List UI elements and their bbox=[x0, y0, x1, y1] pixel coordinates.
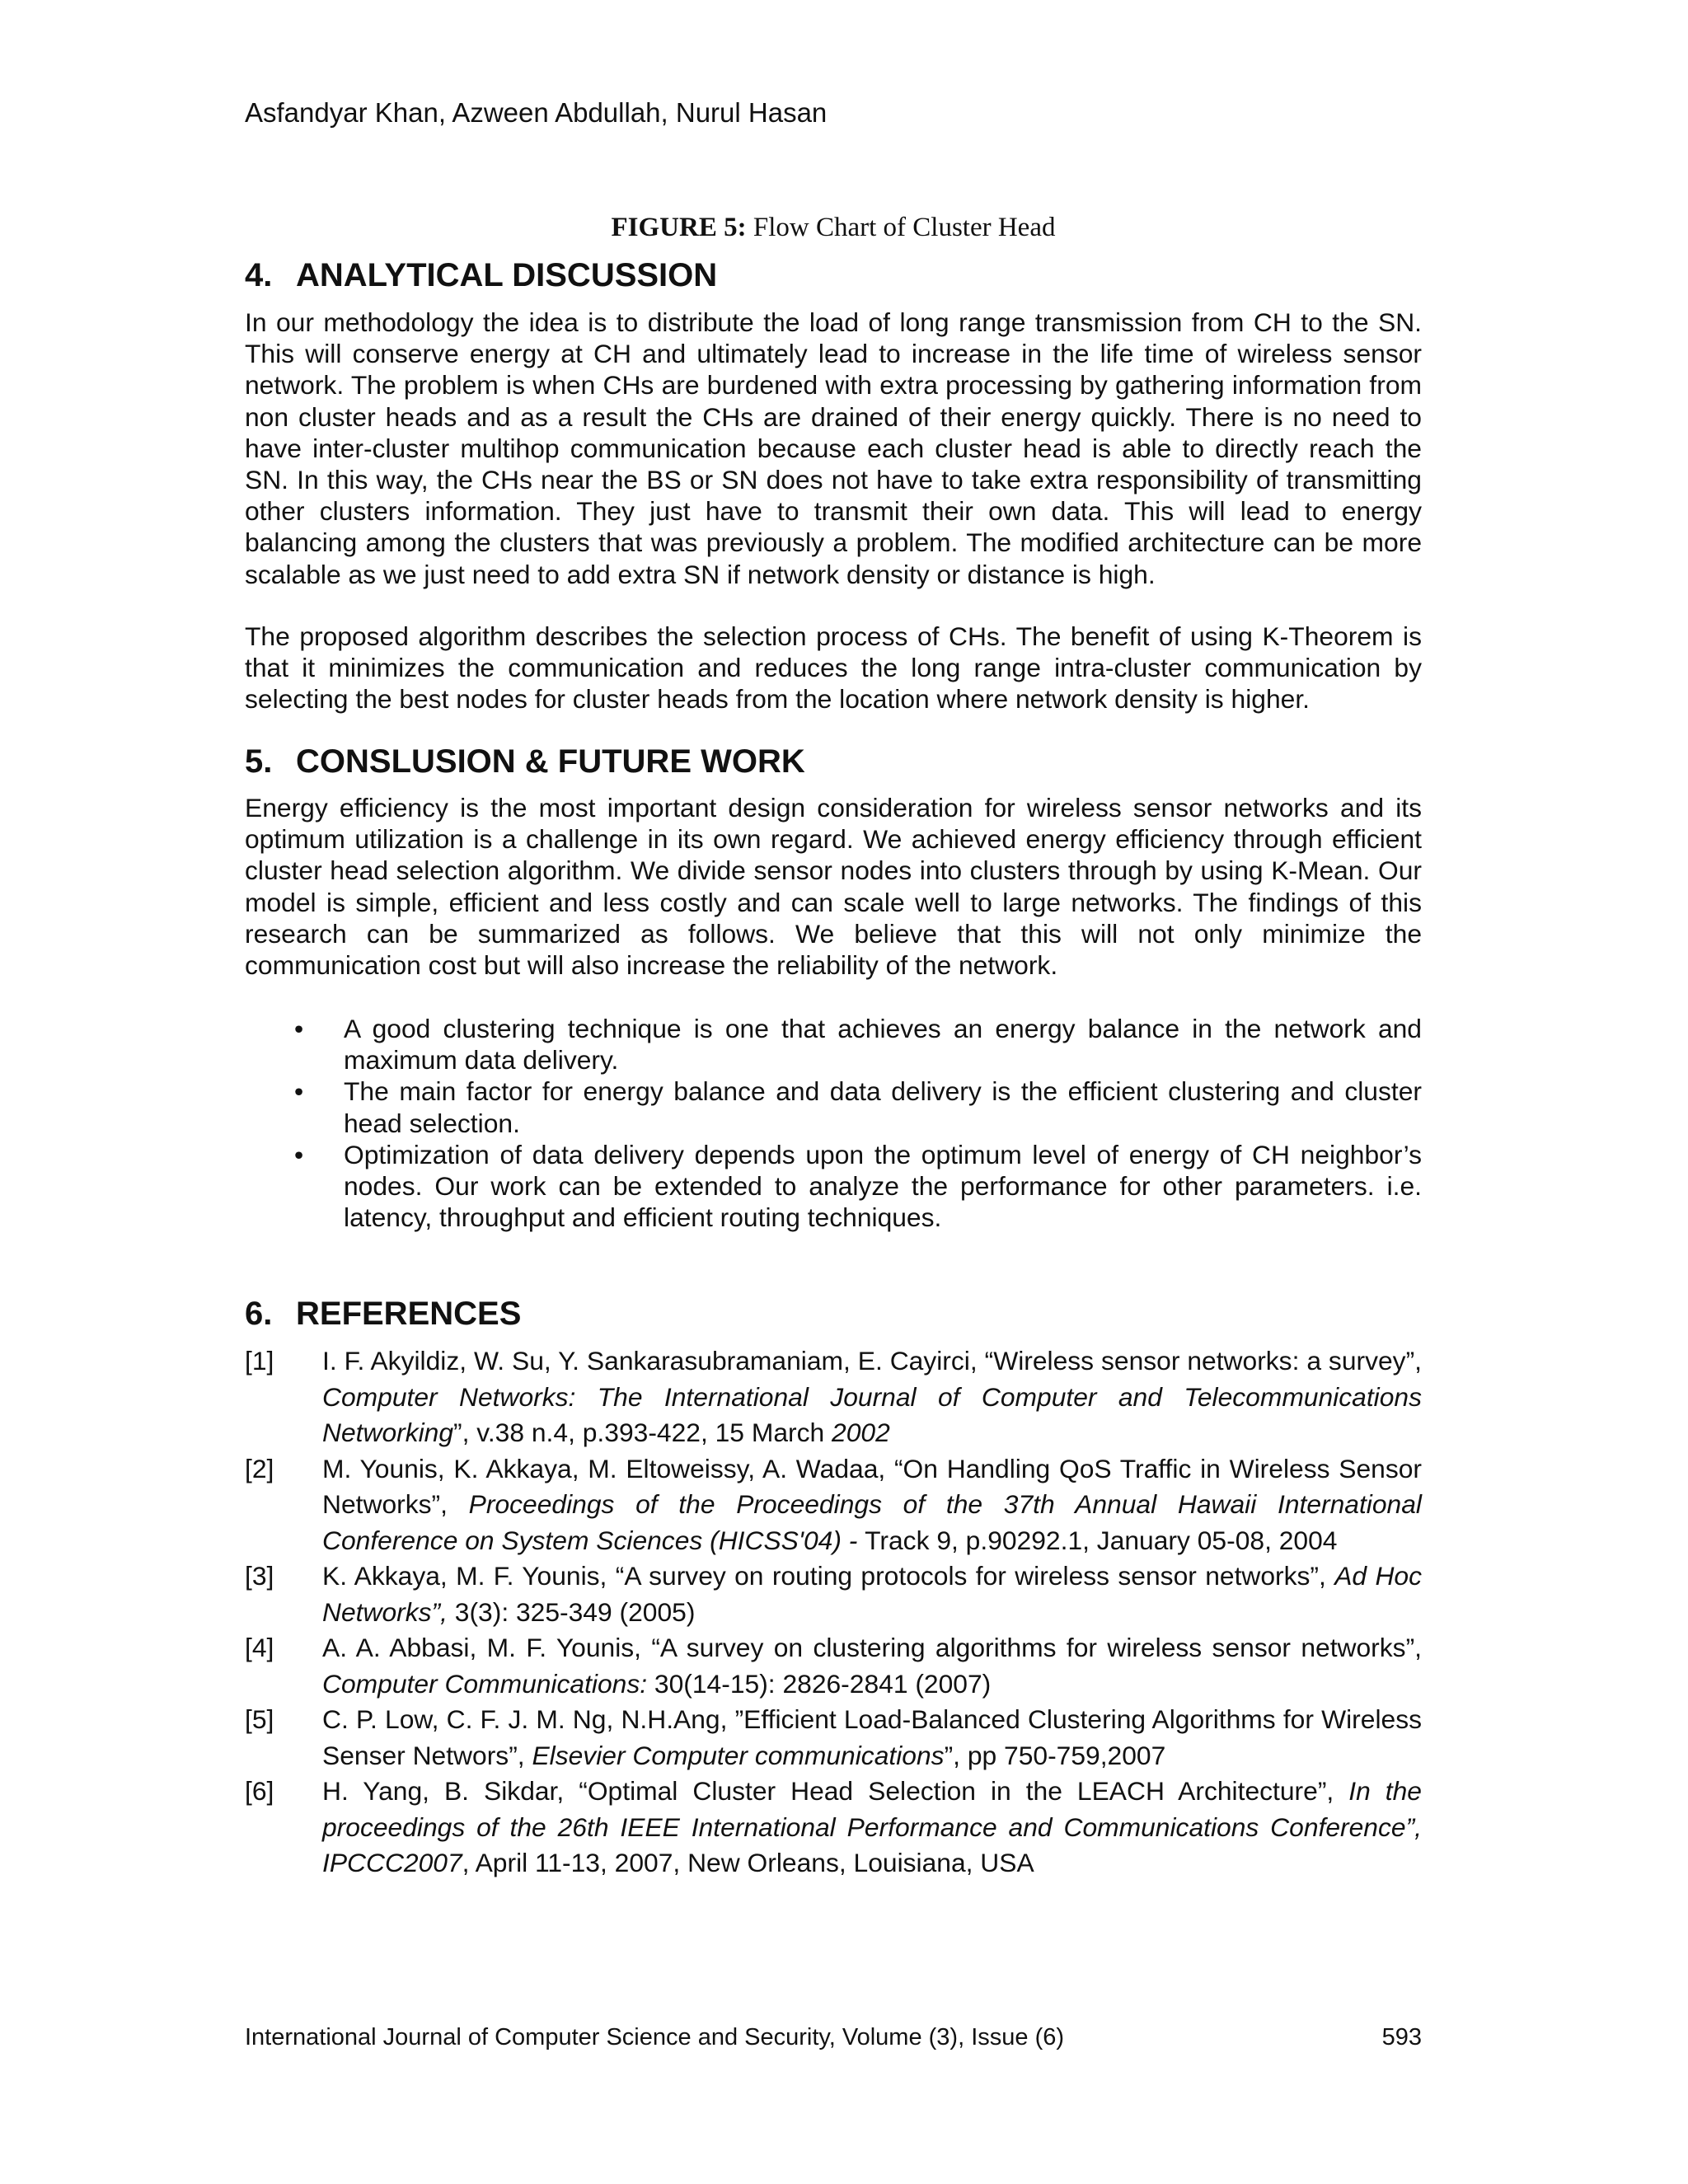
section-number: 6. bbox=[245, 1296, 273, 1332]
list-item bbox=[245, 1076, 1422, 1138]
reference-item bbox=[245, 1558, 1422, 1630]
figure-caption-text: Flow Chart of Cluster Head bbox=[746, 213, 1056, 242]
ref-part: I. F. Akyildiz, W. Su, Y. Sankarasubramaniam, E. Cayirci, “Wireless sensor networks: a survey”, bbox=[322, 1346, 1422, 1376]
page-number: 593 bbox=[1381, 2024, 1422, 2050]
figure-caption bbox=[245, 213, 1422, 243]
reference-number: [3] bbox=[245, 1561, 274, 1591]
reference-item bbox=[245, 1451, 1422, 1559]
section-heading-analytical-discussion bbox=[245, 257, 717, 294]
running-header-authors: Asfandyar Khan, Azween Abdullah, Nurul Hasan bbox=[245, 97, 828, 128]
paragraph-analytical-1: In our methodology the idea is to distribute the load of long range transmission from CH to the SN. This will conserve energy at CH and ultimately lead to increase in the life time of wireless sensor network. The problem is when CHs are burdened with extra processing by gathering information from non cluster heads and as a result the CHs are drained of their energy quickly. There is no need to have inter-cluster multihop communication because each cluster head is able to directly reach the SN. In this way, the CHs near the BS or SN does not have to take extra responsibility of transmitting other clusters information. They just have to transmit their own data. This will lead to energy balancing among the clusters that was previously a problem. The modified architecture can be more scalable as we just need to add extra SN if network density or distance is high. bbox=[245, 307, 1422, 589]
reference-number: [6] bbox=[245, 1776, 274, 1806]
bullet-icon: • bbox=[294, 1014, 304, 1043]
figure-caption-label: FIGURE 5: bbox=[611, 213, 747, 242]
footer-journal: International Journal of Computer Science and Security, Volume (3), Issue (6) bbox=[245, 2024, 1065, 2050]
ref-part: , April 11-13, 2007, New Orleans, Louisiana, USA bbox=[462, 1848, 1034, 1877]
bullet-text: The main factor for energy balance and data delivery is the efficient clustering and cluster head selection. bbox=[344, 1076, 1422, 1138]
ref-part: 2002 bbox=[832, 1418, 890, 1447]
section-title: REFERENCES bbox=[296, 1296, 522, 1332]
reference-item bbox=[245, 1630, 1422, 1702]
ref-part: ”, pp 750-759,2007 bbox=[944, 1740, 1166, 1770]
bullet-icon: • bbox=[294, 1139, 304, 1169]
reference-number: [2] bbox=[245, 1453, 274, 1483]
ref-part: 30(14-15): 2826-2841 (2007) bbox=[647, 1668, 992, 1699]
document-page bbox=[245, 0, 1422, 2184]
references-list bbox=[245, 1343, 1422, 1882]
reference-number: [1] bbox=[245, 1346, 274, 1376]
ref-part: K. Akkaya, M. F. Younis, “A survey on routing protocols for wireless sensor networks”, bbox=[322, 1561, 1335, 1591]
ref-part: In the proceedings of the 26th IEEE International Performance and Communications Conference”, IPCCC2007 bbox=[322, 1776, 1422, 1877]
paragraph-conclusion-1: Energy efficiency is the most important design consideration for wireless sensor networks and its optimum utilization is a challenge in its own regard. We achieved energy efficiency through efficient cluster head selection algorithm. We divide sensor nodes into clusters through by using K-Mean. Our model is simple, efficient and less costly and can scale well to large networks. The findings of this research can be summarized as follows. We believe that this will not only minimize the communication cost but will also increase the reliability of the network. bbox=[245, 793, 1422, 981]
section-number: 5. bbox=[245, 743, 273, 780]
section-number: 4. bbox=[245, 257, 273, 293]
reference-item bbox=[245, 1702, 1422, 1774]
list-item bbox=[245, 1139, 1422, 1234]
reference-item bbox=[245, 1774, 1422, 1882]
section-heading-references bbox=[245, 1296, 521, 1333]
bullet-text: Optimization of data delivery depends upon the optimum level of energy of CH neighbor’s nodes. Our work can be extended to analyze the performance for other parameters. i.e. latency, throughput and efficient routing techniques. bbox=[344, 1139, 1422, 1233]
findings-bullet-list bbox=[245, 1013, 1422, 1233]
bullet-icon: • bbox=[294, 1076, 304, 1107]
ref-part: 3(3): 325-349 (2005) bbox=[447, 1596, 696, 1627]
section-title: CONSLUSION & FUTURE WORK bbox=[296, 743, 805, 780]
ref-part: Computer Communications: bbox=[322, 1668, 648, 1699]
ref-part: Track 9, p.90292.1, January 05-08, 2004 bbox=[865, 1525, 1338, 1555]
ref-part: H. Yang, B. Sikdar, “Optimal Cluster Head Selection in the LEACH Architecture”, bbox=[322, 1776, 1349, 1806]
page-footer bbox=[245, 2024, 1422, 2051]
reference-number: [5] bbox=[245, 1704, 274, 1734]
ref-part: Elsevier Computer communications bbox=[532, 1740, 945, 1770]
ref-part: A. A. Abbasi, M. F. Younis, “A survey on clustering algorithms for wireless sensor networks”, bbox=[322, 1633, 1422, 1662]
ref-part: M. Younis, K. Akkaya, M. Eltoweissy, A. Wadaa, “On Handling QoS Traffic in Wireless Sensor Networks”, bbox=[322, 1453, 1422, 1519]
reference-number: [4] bbox=[245, 1633, 274, 1662]
bullet-text: A good clustering technique is one that achieves an energy balance in the network and maximum data delivery. bbox=[344, 1014, 1422, 1076]
ref-part: Computer Networks: The International Journal of Computer and Telecommunications Networking bbox=[322, 1381, 1422, 1447]
list-item bbox=[245, 1013, 1422, 1076]
ref-part: ”, v.38 n.4, p.393-422, 15 March bbox=[453, 1418, 832, 1447]
ref-part: C. P. Low, C. F. J. M. Ng, N.H.Ang, ”Efficient Load-Balanced Clustering Algorithms for Wireless Senser Networs”, bbox=[322, 1704, 1422, 1770]
section-title: ANALYTICAL DISCUSSION bbox=[296, 257, 718, 293]
section-heading-conclusion bbox=[245, 743, 805, 780]
ref-part: Ad Hoc Networks”, bbox=[322, 1561, 1422, 1627]
paragraph-analytical-2: The proposed algorithm describes the selection process of CHs. The benefit of using K-Theorem is that it minimizes the communication and reduces the long range intra-cluster communication by selecting the best nodes for cluster heads from the location where network density is higher. bbox=[245, 621, 1422, 715]
ref-part: Proceedings of the Proceedings of the 37th Annual Hawaii International Conference on System Sciences (HICSS'04) - bbox=[322, 1489, 1422, 1555]
reference-item bbox=[245, 1343, 1422, 1451]
